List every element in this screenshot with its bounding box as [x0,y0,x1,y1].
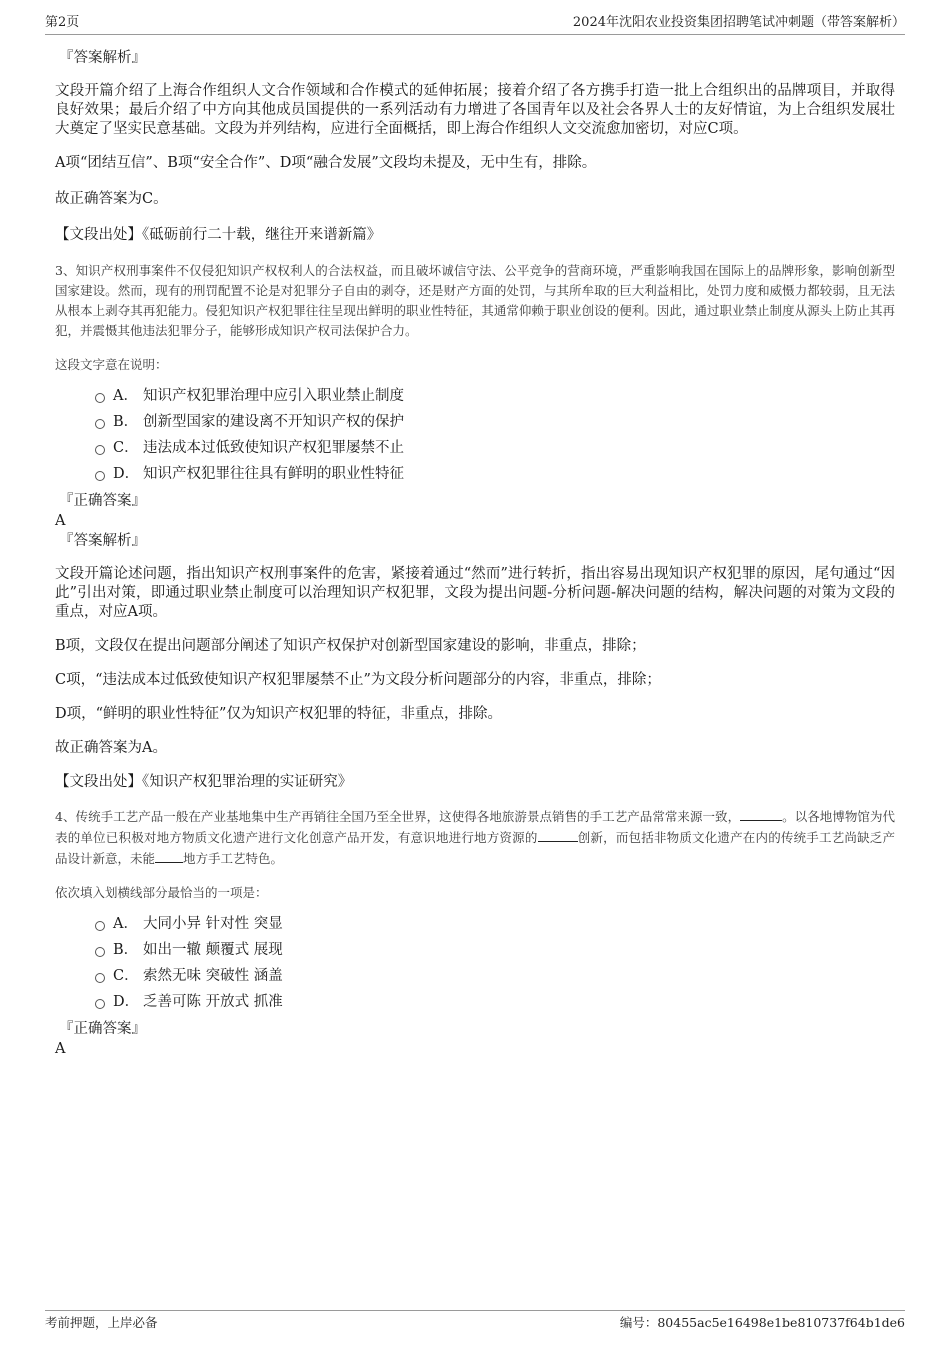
footer-slogan: 考前押题，上岸必备 [45,1315,158,1330]
analysis-text: 文段开篇介绍了上海合作组织人文合作领域和合作模式的延伸拓展；接着介绍了各方携手打造一批上合组织出的品牌项目，并取得良好效果；最后介绍了中方向其他成员国提供的一系列活动有力增进了各国青年以及社会各界人士的友好情谊，为上合组织发展壮大奠定了坚实民意基础。文段为并列结构，应进行全面概括，即上海合作组织人文交流愈加密切，对应C项。 [55,83,895,137]
source-text: 【文段出处】《知识产权犯罪治理的实证研究》 [55,774,353,790]
question-3-options [55,383,895,487]
radio-icon[interactable] [95,947,105,957]
question-4-prompt: 依次填入划横线部分最恰当的一项是： [55,885,268,900]
correct-answer: A [55,513,66,529]
explain-option-d: D项，“鲜明的职业性特征”仅为知识产权犯罪的特征，非重点，排除。 [55,706,502,722]
explain-option-c: C项，“违法成本过低致使知识产权犯罪屡禁不止”为文段分析问题部分的内容，非重点，排除； [55,672,661,688]
option-c[interactable]: C． 索然无味 突破性 涵盖 [95,963,895,989]
conclusion-text: 故正确答案为C。 [55,191,168,207]
page-number: 第2页 [45,15,80,30]
question-4-text: 4、传统手工艺产品一般在产业基地集中生产再销往全国乃至全世界，这使得各地旅游景点销售的手工艺产品常常来源一致， 。以各地博物馆为代表的单位已积极对地方物质文化遗产进行文化创意产品开发，有意识地进行地方资源的 创新，而包括非物质文化遗产在内的传统手工艺尚缺乏产品设计新意，未能 地方手工艺特色。 [55,806,895,869]
radio-icon[interactable] [95,471,105,481]
document-title: 2024年沈阳农业投资集团招聘笔试冲刺题（带答案解析） [572,15,905,30]
analysis-label: 『答案解析』 [59,50,146,66]
option-b[interactable]: B． 如出一辙 颠覆式 展现 [95,937,895,963]
correct-answer-label: 『正确答案』 [59,1021,146,1037]
option-d[interactable]: D． 乏善可陈 开放式 抓准 [95,989,895,1015]
conclusion-text: 故正确答案为A。 [55,740,167,756]
question-3-prompt: 这段文字意在说明： [55,357,168,372]
document-code: 编号：80455ac5e16498e1be810737f64b1de6 [619,1315,905,1330]
analysis-text: 文段开篇论述问题，指出知识产权刑事案件的危害，紧接着通过“然而”进行转折，指出容易出现知识产权犯罪的原因，尾句通过“因此”引出对策，即通过职业禁止制度可以治理知识产权犯罪，文段为提出问题-分析问题-解决问题的结构，解决问题的对策为文段的重点，对应A项。 [55,566,895,620]
question-4-options [55,911,895,1015]
radio-icon[interactable] [95,419,105,429]
explain-option-b: B项，文段仅在提出问题部分阐述了知识产权保护对创新型国家建设的影响，非重点，排除； [55,638,646,654]
option-d[interactable]: D． 知识产权犯罪往往具有鲜明的职业性特征 [95,461,895,487]
radio-icon[interactable] [95,999,105,1009]
option-b[interactable]: B． 创新型国家的建设离不开知识产权的保护 [95,409,895,435]
radio-icon[interactable] [95,921,105,931]
correct-answer-label: 『正确答案』 [59,493,146,509]
question-3-text: 3、知识产权刑事案件不仅侵犯知识产权权利人的合法权益，而且破坏诚信守法、公平竞争的营商环境，严重影响我国在国际上的品牌形象，影响创新型国家建设。然而，现有的刑罚配置不论是对犯罪分子自由的剥夺，还是财产方面的处罚，与其所牟取的巨大利益相比，处罚力度和威慑力都较弱，且无法从根本上剥夺其再犯能力。侵犯知识产权犯罪往往呈现出鲜明的职业性特征，其通常仰赖于职业创设的便利。因此，通过职业禁止制度从源头上防止其再犯，并震慑其他违法犯罪分子，能够形成知识产权司法保护合力。 [55,263,895,338]
page-header [45,14,905,35]
page-content [55,44,895,1059]
radio-icon[interactable] [95,973,105,983]
option-c[interactable]: C． 违法成本过低致使知识产权犯罪屡禁不止 [95,435,895,461]
blank-1 [740,806,782,821]
exclusion-text: A项“团结互信”、B项“安全合作”、D项“融合发展”文段均未提及，无中生有，排除。 [55,155,597,171]
radio-icon[interactable] [95,445,105,455]
option-a[interactable]: A． 知识产权犯罪治理中应引入职业禁止制度 [95,383,895,409]
option-a[interactable]: A． 大同小异 针对性 突显 [95,911,895,937]
blank-2 [538,827,578,842]
page-footer [45,1310,905,1335]
blank-3 [155,848,183,863]
correct-answer: A [55,1041,66,1057]
source-text: 【文段出处】《砥砺前行二十载，继往开来谱新篇》 [55,227,382,243]
analysis-label: 『答案解析』 [59,533,146,549]
radio-icon[interactable] [95,393,105,403]
